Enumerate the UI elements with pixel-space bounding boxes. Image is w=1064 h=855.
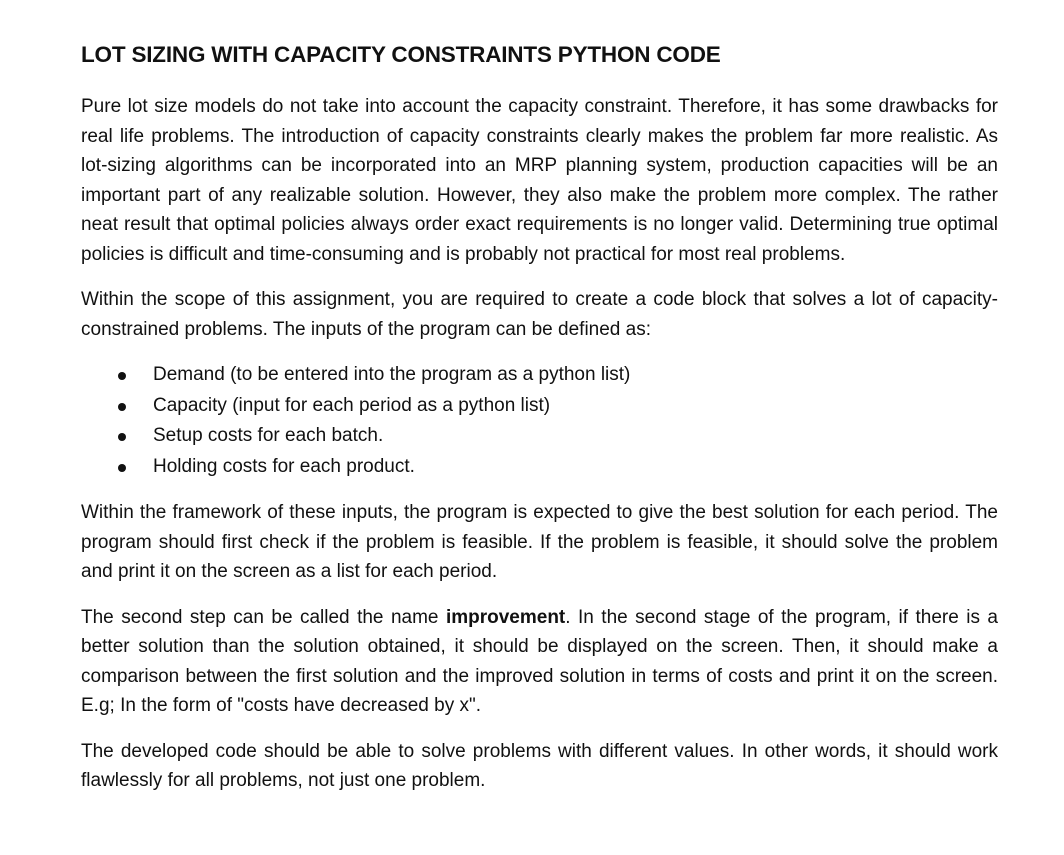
inputs-bullet-list [81, 360, 998, 482]
bullet-item-holding-costs [81, 452, 998, 483]
document-title: LOT SIZING WITH CAPACITY CONSTRAINTS PYTHON CODE [81, 42, 721, 67]
bullet-text: Setup costs for each batch. [153, 425, 384, 446]
bullet-icon [118, 433, 126, 441]
paragraph-intro: Pure lot size models do not take into account the capacity constraint. Therefore, it has some drawbacks for real life problems. The introduction of capacity constraints clearly makes the problem far more realistic. As lot-sizing algorithms can be incorporated into an MRP planning system, production capacities will be an important part of any realizable solution. However, they also make the problem more complex. The rather neat result that optimal policies always order exact requirements is no longer valid. Determining true optimal policies is difficult and time-consuming and is probably not practical for most real problems. [81, 96, 998, 265]
improvement-keyword: improvement [445, 606, 566, 628]
paragraph-assignment-scope: Within the scope of this assignment, you are required to create a code block that solves a lot of capacity-constrained problems. The inputs of the program can be defined as: [81, 289, 998, 340]
paragraph-generality: The developed code should be able to solve problems with different values. In other words, it should work flawlessly for all problems, not just one problem. [81, 740, 998, 791]
bullet-item-setup-costs [81, 421, 998, 452]
bullet-text: Capacity (input for each period as a python list) [153, 394, 551, 416]
bullet-icon [118, 403, 126, 411]
bullet-text: Demand (to be entered into the program as a python list) [153, 364, 631, 385]
bullet-item-capacity [81, 391, 998, 422]
bullet-icon [118, 372, 126, 380]
bullet-item-demand [81, 360, 998, 391]
paragraph-improvement [81, 603, 998, 721]
improvement-text-after: . In the second stage of the program, if there is a better solution than the solution obtained, it should be displayed on the screen. Then, it should make a comparison between the first solution and the improved solution in terms of costs and print it on the screen. E.g; In the form of "costs have decreased by x". [81, 606, 998, 716]
bullet-icon [118, 464, 126, 472]
bullet-text: Holding costs for each product. [153, 455, 415, 477]
improvement-text-before: The second step can be called the name [81, 606, 446, 628]
paragraph-expected-solution: Within the framework of these inputs, the program is expected to give the best solution for each period. The program should first check if the problem is feasible. If the problem is feasible, it should solve the problem and print it on the screen as a list for each period. [81, 502, 998, 582]
